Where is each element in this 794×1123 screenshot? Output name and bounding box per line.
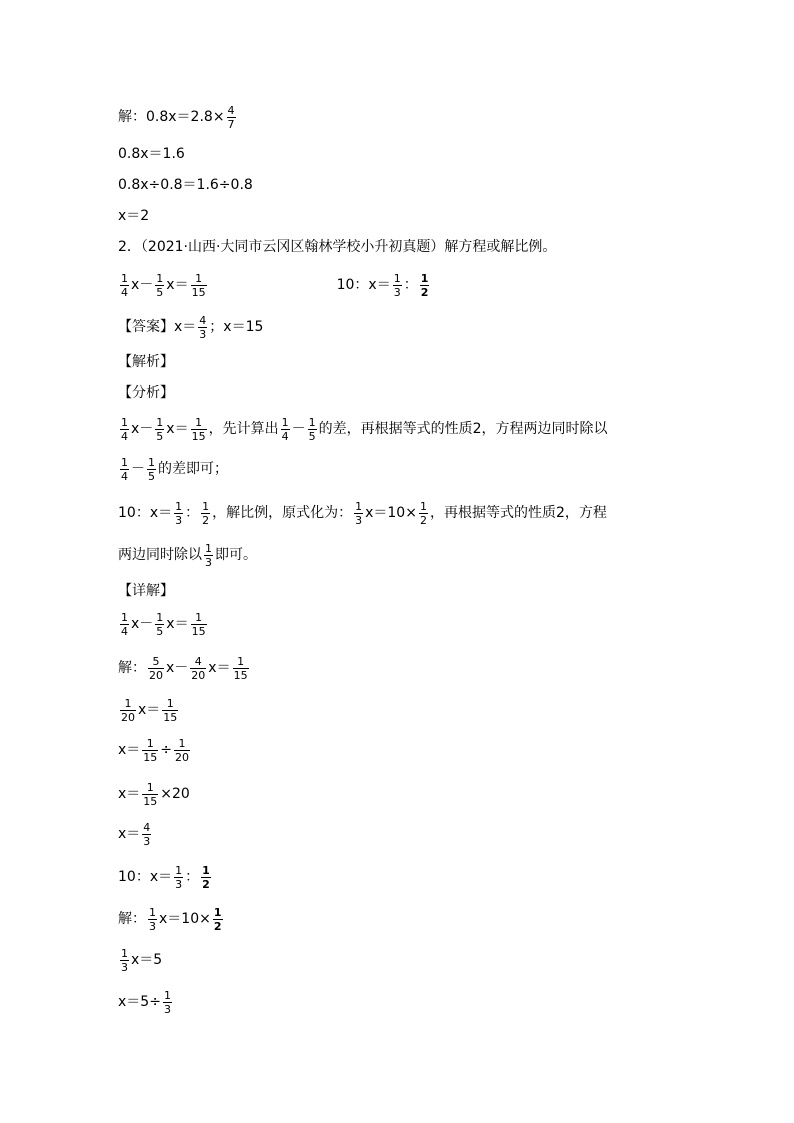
text-run: ： [403,277,418,293]
fraction: $\frac{1}{2}$ [213,905,222,933]
fraction: $\frac{1}{4}$ [121,415,128,443]
text-run: 0.8x＝1.6 [118,146,185,162]
text-run: x－ [131,277,154,293]
text-run: x＝ [118,826,141,842]
text-run: 10：x＝ [118,505,173,521]
fraction: $\frac{1}{5}$ [156,610,164,638]
text-run: 两边同时除以 [118,547,202,563]
text-run: ÷ [160,742,173,758]
fraction: $\frac{1}{2}$ [420,271,429,299]
question-2-title [118,239,556,255]
fraction: $\frac{1}{3}$ [149,905,156,933]
text-run: 0.8x÷0.8＝1.6÷0.8 [118,177,253,193]
text-run: 【分析】 [118,385,174,401]
fraction: $\frac{1}{15}$ [191,415,206,443]
analysis-line-1 [118,414,608,444]
question-2-equations [118,270,431,300]
detail-line-8 [118,904,225,934]
fraction: $\frac{1}{2}$ [419,499,427,527]
fraction: $\frac{1}{4}$ [121,455,128,483]
text-run: ，解比例，原式化为： [212,505,353,521]
text-run: x＝5 [131,952,163,968]
fraction: $\frac{1}{5}$ [156,271,164,299]
fraction: $\frac{1}{3}$ [163,988,171,1016]
detail-line-5 [118,779,190,809]
text-run: 解： [118,660,146,676]
fraction: $\frac{1}{15}$ [191,271,206,299]
fraction: $\frac{1}{3}$ [393,271,401,299]
text-run: x＝10× [159,911,211,927]
text-run: x＝5÷ [118,994,161,1010]
text-run: x＝ [166,616,189,632]
text-run: 10：x＝ [118,869,173,885]
text-run: ×20 [160,786,190,802]
text-run: 的差，再根据等式的性质2，方程两边同时除以 [318,421,608,437]
text-run: x＝ [138,702,161,718]
text-run: x－ [131,421,154,437]
fraction: $\frac{1}{3}$ [121,946,128,974]
fraction: $\frac{4}{7}$ [227,103,235,131]
detail-line-2 [118,653,251,683]
fraction: $\frac{5}{20}$ [149,654,163,682]
detail-line-4 [118,735,192,765]
text-run: x－ [166,660,189,676]
fraction: $\frac{1}{20}$ [175,736,190,764]
text-run: x＝ [208,660,231,676]
fraction: $\frac{1}{15}$ [163,696,178,724]
text-run: － [291,421,306,437]
text-run: x＝ [166,277,189,293]
section-analysis-heading [118,354,174,370]
text-run: ： [185,505,200,521]
text-run: x＝ [118,742,141,758]
solution-line-4 [118,208,149,224]
analysis-line-3 [118,498,607,528]
analysis-line-2 [118,454,228,484]
fraction: $\frac{1}{5}$ [156,415,164,443]
analysis-line-4 [118,540,257,570]
text-run: 即可。 [215,547,257,563]
fraction: $\frac{1}{5}$ [148,455,155,483]
text-run: 的差即可； [158,461,228,477]
solution-line-1 [118,104,238,130]
text-run: ，再根据等式的性质2，方程 [429,505,607,521]
fraction: $\frac{1}{2}$ [202,499,210,527]
detail-line-7 [118,862,213,892]
fraction: $\frac{1}{2}$ [202,863,210,891]
fraction: $\frac{1}{3}$ [175,863,183,891]
text-run: x＝10× [365,505,417,521]
text-run: ；x＝15 [209,319,264,335]
fraction: $\frac{1}{4}$ [281,415,289,443]
fraction: $\frac{4}{20}$ [191,654,206,682]
text-run: x＝ [166,421,189,437]
text-run: 2．（2021·山西·大同市云冈区翰林学校小升初真题）解方程或解比例。 [118,239,557,255]
fraction: $\frac{1}{15}$ [143,780,158,808]
fraction: $\frac{1}{3}$ [355,499,363,527]
detail-line-10 [118,987,174,1017]
detail-line-6 [118,819,153,849]
fraction: $\frac{4}{3}$ [143,820,151,848]
text-run: 解：0.8x＝2.8× [118,109,225,125]
detail-line-3 [118,695,180,725]
text-run: x－ [131,616,154,632]
solution-line-2 [118,146,185,162]
fraction: $\frac{1}{3}$ [205,541,212,569]
fraction: $\frac{1}{3}$ [175,499,183,527]
fraction: $\frac{1}{20}$ [121,696,135,724]
section-detail-heading [118,583,174,599]
text-run: x＝2 [118,208,150,224]
text-run: ，先计算出 [208,421,279,437]
fraction: $\frac{4}{3}$ [199,313,207,341]
text-run: 【详解】 [118,583,174,599]
answer-line [118,312,263,342]
section-breakdown-heading [118,385,174,401]
detail-line-1 [118,609,209,639]
text-run: 解： [118,911,146,927]
fraction: $\frac{1}{15}$ [191,610,206,638]
text-run: － [131,461,145,477]
solution-line-3 [118,177,253,193]
text-run: 10：x＝ [336,277,391,293]
text-run: ： [185,869,200,885]
text-run: x＝ [118,786,141,802]
fraction: $\frac{1}{15}$ [143,736,158,764]
fraction: $\frac{1}{15}$ [233,654,248,682]
fraction: $\frac{1}{4}$ [121,271,128,299]
fraction: $\frac{1}{4}$ [121,610,128,638]
text-run: 【答案】x＝ [118,319,197,335]
detail-line-9 [118,945,162,975]
text-run: 【解析】 [118,354,174,370]
fraction: $\frac{1}{5}$ [308,415,316,443]
